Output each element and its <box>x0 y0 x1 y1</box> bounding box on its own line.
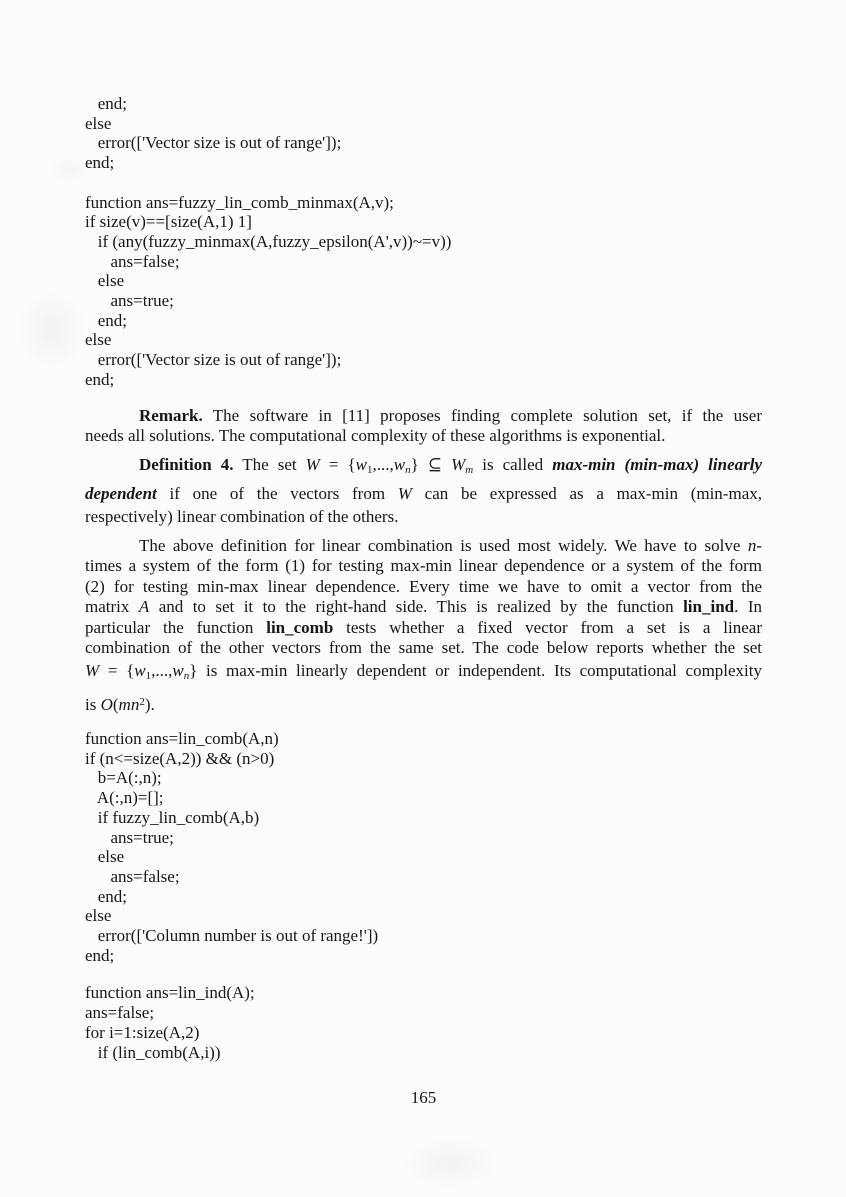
code-line: else <box>85 330 112 350</box>
code-line: error(['Column number is out of range!']) <box>85 926 379 946</box>
code-line: ans=false; <box>85 1003 155 1023</box>
code-line: else <box>85 113 112 133</box>
code-line: A(:,n)=[]; <box>85 788 164 808</box>
text-line: dependent if one of the vectors from W can be expressed as a max-min (min-max, <box>85 483 762 503</box>
page-content <box>85 94 762 1062</box>
code-line: end; <box>85 310 128 330</box>
text-line: is $O(mn^2)$. <box>85 694 155 714</box>
code-line: if (any(fuzzy_minmax(A,fuzzy_epsilon(A',v))~=v)) <box>85 231 452 251</box>
code-line: error(['Vector size is out of range']); <box>85 350 342 370</box>
para-main <box>85 536 762 716</box>
text-line: $W = \{w_1,...,wn\}$ is max-min linearly dependent or independent. Its computational complexity <box>85 660 763 682</box>
text-line: (2) for testing min-max linear dependence. Every time we have to omit a vector from the <box>85 576 762 596</box>
text-line: The above definition for linear combination is used most widely. We have to solve n- <box>139 535 762 555</box>
code-line: end; <box>85 369 115 389</box>
code-line: else <box>85 271 125 291</box>
code-line: end; <box>85 153 115 173</box>
para-definition <box>85 453 762 528</box>
text-line: respectively) linear combination of the others. <box>85 506 399 526</box>
code-line: ans=false; <box>85 866 180 886</box>
code-line: b=A(:,n); <box>85 768 162 788</box>
code-line: for i=1:size(A,2) <box>85 1022 200 1042</box>
code-line: ans=true; <box>85 827 174 847</box>
code-line: ans=true; <box>85 291 174 311</box>
para-remark <box>85 406 762 447</box>
code-line: end; <box>85 886 128 906</box>
code-line: if (lin_comb(A,i)) <box>85 1042 221 1062</box>
text-line: Remark. The software in [11] proposes finding complete solution set, if the user <box>139 405 762 425</box>
text-line: times a system of the form (1) for testing max-min linear dependence or a system of the form <box>85 556 762 576</box>
page-number: 165 <box>410 1088 437 1107</box>
code-line: if (n<=size(A,2)) && (n>0) <box>85 748 275 768</box>
code-line: if fuzzy_lin_comb(A,b) <box>85 807 260 827</box>
code-line: end; <box>85 94 128 113</box>
text-line: matrix A and to set it to the right-hand side. This is realized by the function lin_ind. In <box>85 597 762 617</box>
code-line: error(['Vector size is out of range']); <box>85 133 342 153</box>
text-line: needs all solutions. The computational complexity of these algorithms is exponential. <box>85 426 666 446</box>
code-line: ans=false; <box>85 251 180 271</box>
text-line: combination of the other vectors from the same set. The code below reports whether the set <box>85 638 762 658</box>
code-2 <box>85 729 762 965</box>
code-line: else <box>85 847 125 867</box>
code-line: else <box>85 906 112 926</box>
code-1 <box>85 94 762 390</box>
code-line <box>85 173 762 193</box>
code-line: function ans=lin_comb(A,n) <box>85 729 279 749</box>
code-line: function ans=lin_ind(A); <box>85 983 255 1003</box>
text-line: particular the function lin_comb tests whether a fixed vector from a set is a linear <box>85 617 762 637</box>
code-line: end; <box>85 945 115 965</box>
code-line: if size(v)==[size(A,1) 1] <box>85 212 252 232</box>
text-line: Definition 4. The set $W = \{w_1,...,wn\}$ ⊆ Wm is called max-min (min-max) linearly <box>139 454 763 476</box>
code-3 <box>85 983 762 1062</box>
code-line: function ans=fuzzy_lin_comb_minmax(A,v); <box>85 192 394 212</box>
